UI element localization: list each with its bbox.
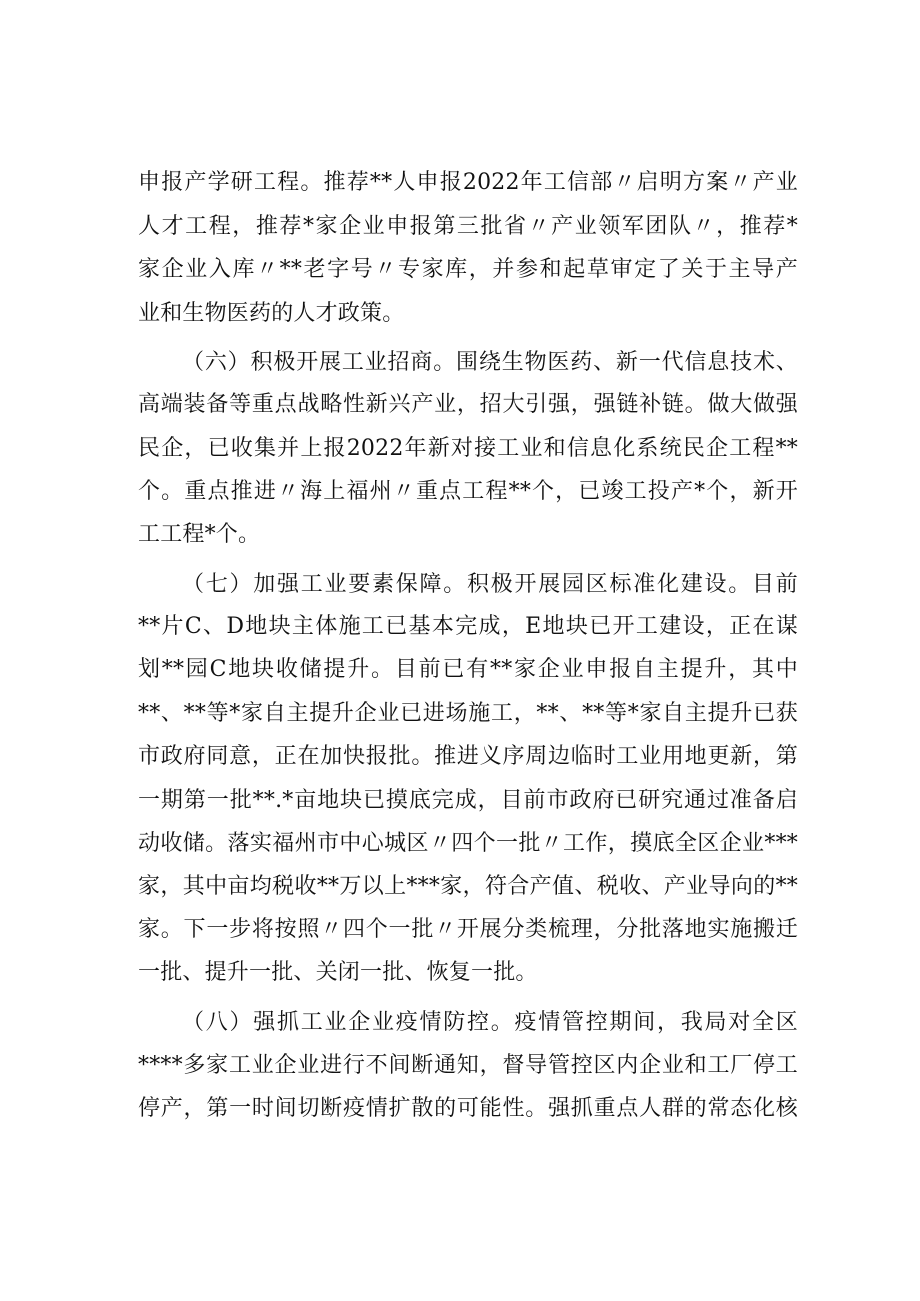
paragraph-line: （八）强抓工业企业疫情防控。疫情管控期间，我局对全区	[182, 1010, 798, 1035]
paragraph-line: 一期第一批**.*亩地块已摸底完成，目前市政府已研究通过准备启	[138, 788, 798, 813]
paragraph-line: 民企，已收集并上报2022年新对接工业和信息化系统民企工程**	[138, 436, 798, 461]
paragraph-line: 人才工程，推荐*家企业申报第三批省〃产业领军团队〃，推荐*	[138, 214, 798, 239]
paragraph-line: 申报产学研工程。推荐**人申报2022年工信部〃启明方案〃产业	[138, 170, 798, 195]
paragraph-line: ****多家工业企业进行不间断通知，督导管控区内企业和工厂停工	[138, 1053, 798, 1078]
paragraph-line: 家，其中亩均税收**万以上***家，符合产值、税收、产业导向的**	[138, 874, 798, 899]
paragraph-line: 一批、提升一批、关闭一批、恢复一批。	[138, 960, 538, 985]
paragraph-line: （六）积极开展工业招商。围绕生物医药、新一代信息技术、	[182, 350, 798, 375]
paragraph-line: 市政府同意，正在加快报批。推进义序周边临时工业用地更新，第	[138, 744, 798, 769]
paragraph-line: 划**园C地块收储提升。目前已有**家企业申报自主提升，其中	[138, 657, 798, 682]
paragraph-line: 家。下一步将按照〃四个一批〃开展分类梳理，分批落地实施搬迁	[138, 917, 798, 942]
paragraph-line: 家企业入库〃**老字号〃专家库，并参和起草审定了关于主导产	[138, 257, 798, 282]
paragraph-line: 业和生物医药的人才政策。	[138, 301, 405, 326]
paragraph-line: （七）加强工业要素保障。积极开展园区标准化建设。目前	[182, 572, 798, 597]
paragraph-line: **片C、D地块主体施工已基本完成，E地块已开工建设，正在谋	[138, 614, 798, 639]
paragraph-line: 停产，第一时间切断疫情扩散的可能性。强抓重点人群的常态化核	[138, 1096, 798, 1121]
paragraph-line: 个。重点推进〃海上福州〃重点工程**个，已竣工投产*个，新开	[138, 479, 798, 504]
paragraph-line: 高端装备等重点战略性新兴产业，招大引强，强链补链。做大做强	[138, 392, 798, 417]
paragraph-line: 动收储。落实福州市中心城区〃四个一批〃工作，摸底全区企业***	[138, 831, 798, 856]
paragraph-line: **、**等*家自主提升企业已进场施工，**、**等*家自主提升已获	[138, 701, 798, 726]
paragraph-line: 工工程*个。	[138, 522, 261, 547]
